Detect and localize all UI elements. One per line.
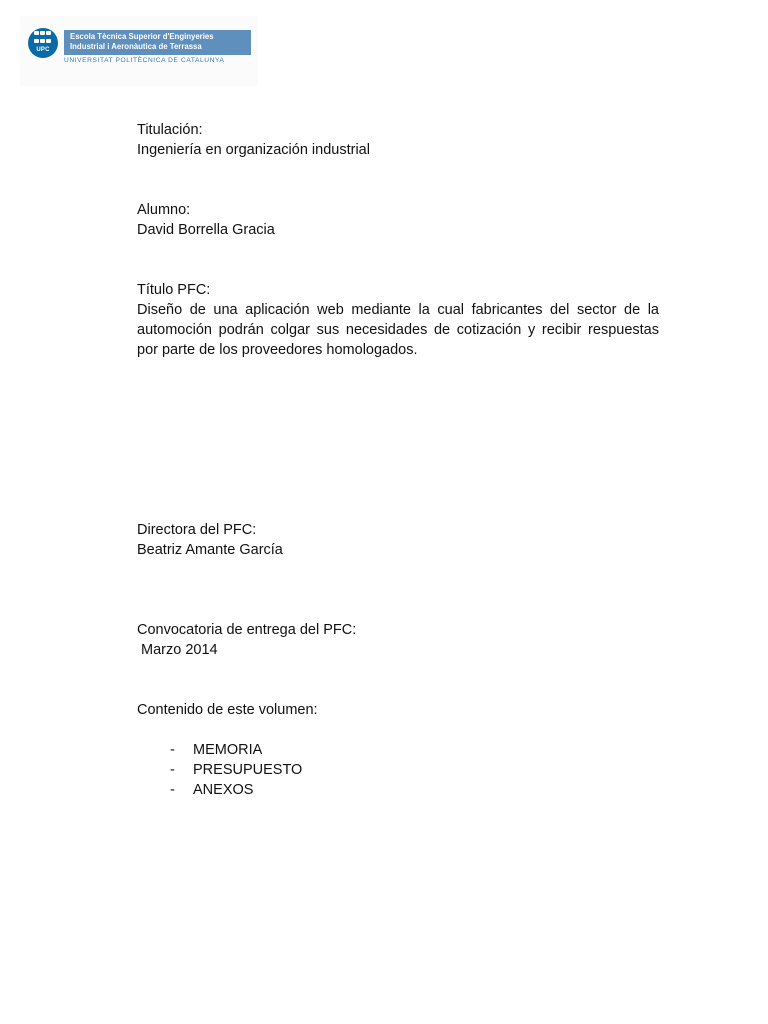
- convocatoria-value: Marzo 2014: [141, 642, 218, 658]
- list-item: [170, 740, 262, 760]
- list-item-text: MEMORIA: [193, 742, 263, 758]
- list-item: [170, 780, 253, 800]
- alumno-value: David Borrella Gracia: [137, 222, 275, 238]
- logo-school-name-bar: [64, 30, 251, 55]
- list-bullet: -: [170, 762, 175, 778]
- list-item: [170, 760, 302, 780]
- list-item-text: PRESUPUESTO: [193, 762, 303, 778]
- logo-school-line-2: Industrial i Aeronàutica de Terrassa: [70, 42, 202, 51]
- logo-mark-text: UPC: [36, 47, 50, 53]
- list-item-text: ANEXOS: [193, 782, 254, 798]
- logo-school-line-1: Escola Tècnica Superior d'Enginyeries: [70, 32, 214, 41]
- titulo-pfc-value: Diseño de una aplicación web mediante la cual fabricantes del sector de la automoción podrán colgar sus necesidades de cotización y recibir respuestas por parte de los proveedores homologados.: [137, 302, 659, 358]
- directora-value: Beatriz Amante García: [137, 542, 283, 558]
- contenido-label: Contenido de este volumen:: [137, 702, 318, 718]
- directora-label: Directora del PFC:: [137, 522, 257, 538]
- logo-dot-grid: [34, 31, 52, 45]
- titulo-pfc-label: Título PFC:: [137, 282, 211, 298]
- list-bullet: -: [170, 742, 175, 758]
- logo-university-name: UNIVERSITAT POLITÈCNICA DE CATALUNYA: [64, 57, 225, 64]
- upc-logo-icon: [28, 28, 58, 58]
- convocatoria-label: Convocatoria de entrega del PFC:: [137, 622, 357, 638]
- alumno-label: Alumno:: [137, 202, 191, 218]
- list-bullet: -: [170, 782, 175, 798]
- titulacion-value: Ingeniería en organización industrial: [137, 142, 370, 158]
- school-logo: [20, 16, 258, 86]
- titulacion-label: Titulación:: [137, 122, 203, 138]
